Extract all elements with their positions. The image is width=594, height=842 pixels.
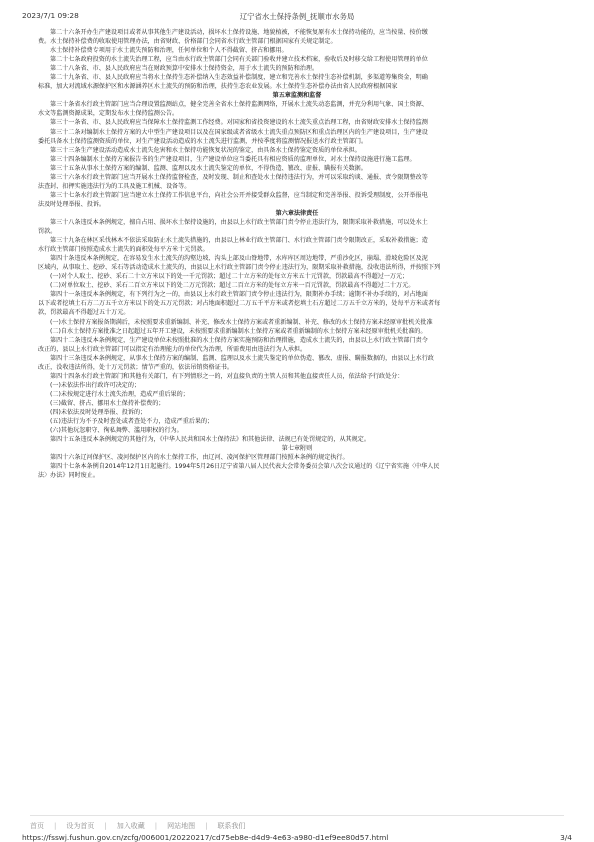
paragraph: 法查封、扣押实施违法行为的工具及施工机械、设备等。 <box>38 182 191 190</box>
paragraph: 第四十一条违反本条例规定，有下列行为之一的，由县以上水行政主管部门责令停止违法行为，限期补办手续；逾期不补办手续的，对占地面 <box>50 291 428 299</box>
footer-separator: | <box>104 822 107 830</box>
print-header <box>22 11 572 23</box>
paragraph: (四)未依法及时处理举报、投诉的； <box>50 408 147 416</box>
paragraph: (六)其他玩忽职守、徇私舞弊、滥用职权的行为。 <box>50 427 183 435</box>
paragraph: 第四十五条违反本条例规定的其他行为，《中华人民共和国水土保持法》和其他法律、法规已有处罚规定的，从其规定。 <box>50 436 370 444</box>
chapter-heading: 第五章监测和监督 <box>272 92 322 100</box>
footer-separator: | <box>205 822 208 830</box>
footer-link[interactable]: 设为首页 <box>66 822 95 830</box>
paragraph: 罚款。 <box>38 228 57 236</box>
paragraph: 第三十条省水行政主管部门应当合理设置监测站点，健全完善全省水土保持监测网络，开展水土流失动态监测，并充分利用气象、国土资源、 <box>50 101 428 109</box>
paragraph: 第三十八条违反本条例规定，擅自占用、损坏水土保持设施的，由县以上水行政主管部门责令停止违法行为，限期采取补救措施，可以处水土 <box>50 218 428 226</box>
paragraph: 第四十条违反本条例规定，在容易发生水土流失的沟壑边坡、沟头上部及山脊地带，水库库区周边地带，严重沙化区，崩塌、滑坡危险区及泥 <box>50 255 428 263</box>
paragraph: 第四十三条违反本条例规定，从事水土保持方案的编制、监测、监理以及水土流失鉴定的单位伪造、篡改、虚报、瞒报数据的，由县以上水行政 <box>50 354 434 362</box>
paragraph: (一)对个人取土、挖砂、采石二十立方米以下的处一千元罚款；超过二十立方米的处每立方米五十元罚款，罚款最高不得超过一万元； <box>50 273 409 281</box>
paragraph: (三)截留、挤占、挪用水土保持补偿费的； <box>50 399 165 407</box>
paragraph: 标准，加大对流域水源保护区和水源涵养区水土流失的预防和治理，扶持生态农业发展。水土保持生态补偿办法由省人民政府根据国家 <box>38 83 398 91</box>
paragraph: 水文等监测资源成果，定期发布水土保持监测公告。 <box>38 110 179 118</box>
paragraph: 第二十七条政府投资的水土流失治理工程，应当由水行政主管部门会同有关部门验收并建立技术档案，验收后及时移交给工程使用管理的单位 <box>50 56 428 64</box>
paragraph: (二)未按规定进行水土流失治理，造成严重后果的； <box>50 390 189 398</box>
paragraph: 区域内，从事取土、挖砂、采石等活动造成水土流失的，由县以上水行政主管部门责令停止违法行为，限期采取补救措施，没收违法所得，并按照下列 <box>38 264 441 272</box>
paragraph: (二)自水土保持方案批准之日起超过五年开工建设，未按照要求重新编制水土保持方案或者重新编制的水土保持方案未经原审批机关批准的。 <box>50 327 427 335</box>
paragraph: 委托具备水土保持监测资质的单位，对生产建设活动造成的水土流失进行监测，并按季度将监测情况报送水行政主管部门。 <box>38 137 368 145</box>
chapter-heading: 第七章附则 <box>281 445 313 453</box>
paragraph: 第四十六条辽河保护区、凌河保护区内的水土保持工作，由辽河、凌河保护区管理部门按照本条例的规定执行。 <box>50 454 349 462</box>
paragraph: 水行政主管部门按照造成水土流失的面积处每平方米十元罚款。 <box>38 246 209 254</box>
paragraph: 款，罚款最高不得超过五十万元。 <box>38 309 130 317</box>
footer-link[interactable]: 首页 <box>30 822 44 830</box>
paragraph: 第四十七条本条例自2014年12月1日起施行。1994年5月26日辽宁省第八届人民代表大会常务委员会第八次会议通过的《辽宁省实施〈中华人民 <box>50 463 440 471</box>
paragraph: 水土保持补偿费专项用于水土流失预防和治理，任何单位和个人不得截留、挤占和挪用。 <box>50 47 288 55</box>
footer-divider <box>30 815 564 816</box>
paragraph: (五)违法行为不予及时查处或者查处不力，造成严重后果的； <box>50 418 214 426</box>
paragraph: 第二十八条省、市、县人民政府应当在财政预算中安排水土保持资金，用于水土流失的预防和治理。 <box>50 65 319 73</box>
paragraph: 第四十二条违反本条例规定，生产建设单位未按照批准的水土保持方案实施预防和治理措施，造成水土流失的，由县以上水行政主管部门责令 <box>50 336 428 344</box>
paragraph: 第二十九条省、市、县人民政府应当将水土保持生态补偿纳入生态效益补偿制度，建立和完善水土保持生态补偿机制，多渠道筹集资金，明确 <box>50 74 428 82</box>
paragraph: (一)水土保持方案报备期满后，未按照要求重新编制、补充、修改水土保持方案或者重新编制、补充、修改的水土保持方案未经原审批机关批准 <box>50 318 433 326</box>
paragraph: 第四十四条水行政主管部门和其他有关部门，有下列情形之一的，对直接负责的主管人员和其他直接责任人员，依法给予行政处分： <box>50 372 404 380</box>
footer-nav <box>30 821 564 831</box>
print-datetime: 2023/7/1 09:28 <box>22 11 79 20</box>
paragraph: 第二十六条开办生产建设项目或者从事其他生产建设活动，损坏水土保持设施、地貌植被，不能恢复原有水土保持功能的，应当按量、按价缴 <box>50 29 428 36</box>
paragraph: 改正，没收违法所得，处十万元罚款；情节严重的，依法吊销资格证书。 <box>38 363 233 371</box>
paragraph: 第三十九条在林区采伐林木不依法采取防止水土流失措施的，由县以上林业行政主管部门、水行政主管部门责令限期改正，采取补救措施；造 <box>50 237 428 245</box>
page-number: 3/4 <box>560 833 572 842</box>
paragraph: 第三十二条对编制水土保持方案的大中型生产建设项目以及在国家级或者省级水土流失重点预防区和重点治理区内的生产建设项目，生产建设 <box>50 128 428 136</box>
footer-link[interactable]: 加入收藏 <box>116 822 145 830</box>
paragraph: 法及时处理举报、投诉。 <box>38 200 106 208</box>
paragraph: 第三十一条省、市、县人民政府应当保障水土保持监测工作经费。对国家和省投资建设的水土流失重点治理工程，由省财政安排水土保持监测 <box>50 119 428 127</box>
paragraph: (二)对单位取土、挖砂、采石二百立方米以下的处二万元罚款；超过二百立方米的处每立方米一百元罚款，罚款最高不得超过二十万元。 <box>50 282 415 290</box>
paragraph: 第三十七条水行政主管部门应当建立水土保持工作信息平台，向社会公开并接受群众监督，应当制定和完善举报、投诉受理制度，公开举报电 <box>50 191 428 199</box>
page-title: 辽宁省水土保持条例_抚顺市水务局 <box>239 12 355 21</box>
paragraph: 第三十六条水行政主管部门应当开展水土保持监督检查，及时发现、制止和查处水土保持违法行为，并可以采取约谈、通报、责令限期整改等 <box>50 173 428 181</box>
footer-separator: | <box>54 822 57 830</box>
footer-separator: | <box>154 822 158 830</box>
paragraph: 第三十三条生产建设活动造成水土流失危害和水土保持功能恢复状况的鉴定，由具备水土保持鉴定资质的单位承担。 <box>50 146 361 154</box>
footer-link[interactable]: 网站地图 <box>167 822 196 830</box>
paragraph: 第三十四条编制水土保持方案报告书的生产建设项目，生产建设单位应当委托具有相应资质的监理单位，对水土保持设施进行施工监理。 <box>50 155 416 163</box>
paragraph: 第三十五条从事水土保持方案的编制、监测、监理以及水土流失鉴定的单位，不得伪造、篡改、虚报、瞒报有关数据。 <box>50 164 367 172</box>
footer-link[interactable]: 联系我们 <box>217 822 246 830</box>
regulation-text <box>38 28 556 688</box>
paragraph: 改正的，县以上水行政主管部门可以指定有治理能力的单位代为治理，所需费用由违法行为人承担。 <box>38 345 307 353</box>
print-url: https://fsswj.fushun.gov.cn/zcfg/006001/20220217/cd75eb8e-d4d9-4e63-a980-d1ef9ee80d57.html <box>22 833 389 842</box>
paragraph: 法〉办法》同时废止。 <box>38 472 99 480</box>
paragraph: 费。水土保持补偿费的收取使用管理办法，由省财政、价格部门会同省水行政主管部门根据国家有关规定制定。 <box>38 38 337 46</box>
chapter-heading: 第六章法律责任 <box>275 209 319 217</box>
paragraph: (一)未依法作出行政许可决定的； <box>50 381 141 389</box>
paragraph: 以下或者挖填土石方二万五千立方米以下的处五万元罚款；对占地面积超过二万五千平方米或者挖填土石方超过二万五千立方米的，处每平方米或者每 <box>38 300 441 308</box>
